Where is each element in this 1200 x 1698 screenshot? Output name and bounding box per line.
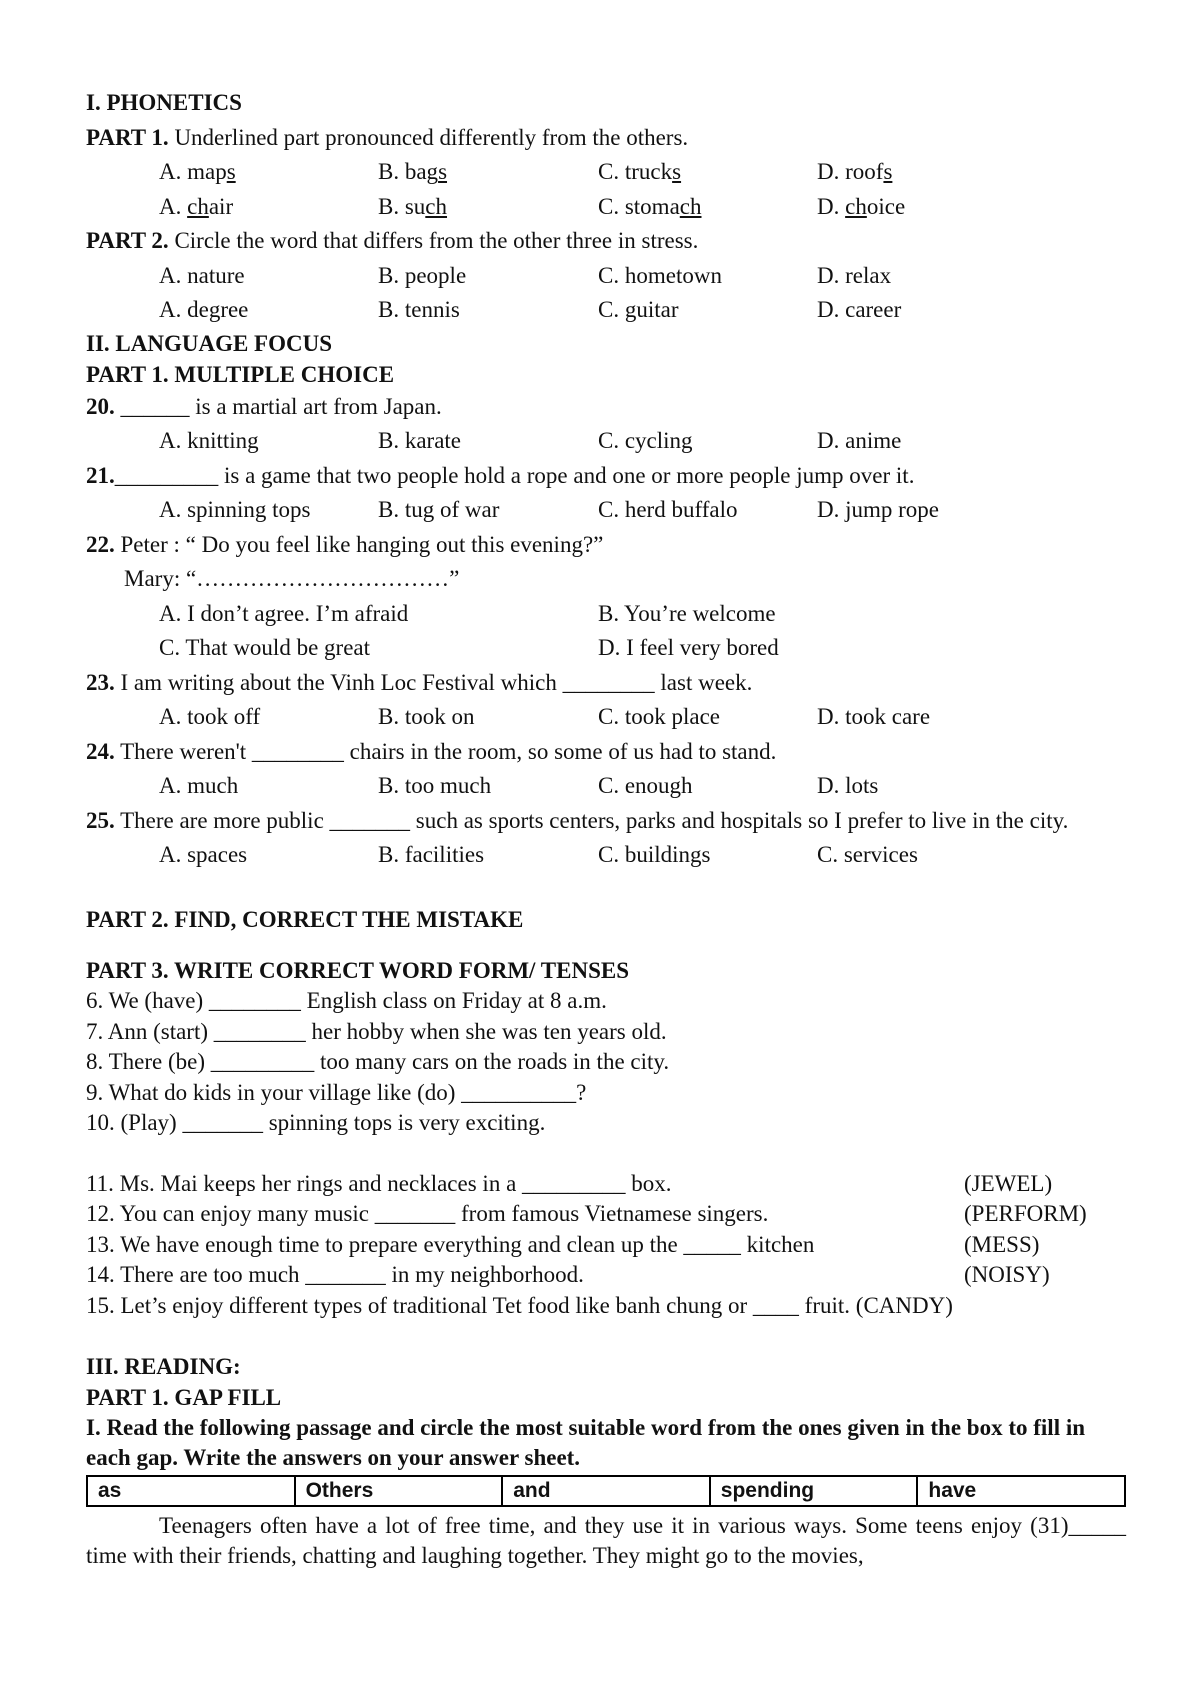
section-heading-reading: III. READING: [86, 1354, 241, 1379]
option-c: C. stomach [598, 193, 702, 219]
question-25: 25. There are more public _______ such as sports centers, parks and hospitals so I prefer to live in the city. [86, 807, 1069, 833]
option-d: D. choice [817, 193, 906, 219]
option-a: A. I don’t agree. I’m afraid [159, 600, 409, 626]
spacer [86, 1321, 1126, 1351]
word-form-hint: (NOISY) [964, 1262, 1050, 1287]
phonetics-part2-row-1 [86, 259, 1126, 294]
reading-part1-heading: PART 1. GAP FILL [86, 1385, 282, 1410]
tense-item: 9. What do kids in your village like (do) __________? [86, 1079, 587, 1105]
option-a: A. took off [159, 704, 261, 729]
part3-heading: PART 3. WRITE CORRECT WORD FORM/ TENSES [86, 958, 629, 983]
worksheet-page [86, 86, 1126, 1571]
word-box [86, 1475, 1126, 1507]
question-23-options [86, 700, 1126, 735]
word-form-hint: (PERFORM) [964, 1201, 1087, 1226]
option-a: A. nature [159, 262, 245, 288]
word-form-hint: (MESS) [964, 1231, 1040, 1257]
option-a: A. degree [159, 297, 249, 322]
option-a: A. chair [159, 193, 234, 219]
option-c: C. cycling [598, 428, 693, 453]
option-a: A. spaces [159, 842, 248, 867]
question-24: 24. There weren't ________ chairs in the room, so some of us had to stand. [86, 738, 777, 764]
question-20: 20. ______ is a martial art from Japan. [86, 393, 442, 419]
question-25-options [86, 838, 1126, 873]
option-c: C. herd buffalo [598, 497, 738, 522]
tense-item: 6. We (have) ________ English class on Friday at 8 a.m. [86, 988, 607, 1013]
option-d: D. roofs [817, 159, 893, 184]
option-c: C. guitar [598, 297, 679, 322]
tense-item: 7. Ann (start) ________ her hobby when she was ten years old. [86, 1018, 667, 1044]
option-c: C. enough [598, 773, 693, 798]
spacer [86, 937, 1126, 955]
word-form-item: 14. There are too much _______ in my neighborhood. (NOISY) [86, 1260, 1126, 1291]
option-d: D. career [817, 297, 902, 322]
word-box-item: Others [296, 1477, 504, 1505]
question-23: 23. I am writing about the Vinh Loc Festival which ________ last week. [86, 669, 753, 695]
option-d: D. I feel very bored [598, 635, 779, 660]
option-d: D. took care [817, 704, 931, 729]
phonetics-part1-row-2 [86, 190, 1126, 225]
phonetics-part2-instruction: PART 2. Circle the word that differs from the other three in stress. [86, 228, 699, 253]
part2-heading: PART 2. FIND, CORRECT THE MISTAKE [86, 906, 524, 932]
word-form-hint: (JEWEL) [964, 1170, 1053, 1196]
option-b: B. You’re welcome [598, 600, 776, 626]
question-22: 22. Peter : “ Do you feel like hanging out this evening?” [86, 531, 604, 557]
option-b: B. such [378, 193, 448, 219]
word-form-item: 11. Ms. Mai keeps her rings and necklaces in a _________ box. (JEWEL) [86, 1169, 1126, 1200]
option-c: C. hometown [598, 262, 722, 288]
option-a: A. maps [159, 159, 236, 184]
word-box-item: and [503, 1477, 711, 1505]
option-b: B. took on [378, 704, 475, 729]
tense-item: 10. (Play) _______ spinning tops is very exciting. [86, 1110, 546, 1135]
question-22-options-row-2 [86, 631, 1126, 666]
question-22-options-row-1 [86, 597, 1126, 632]
tense-item: 8. There (be) _________ too many cars on the roads in the city. [86, 1049, 670, 1074]
question-22-reply: Mary: “……………………………” [124, 566, 460, 591]
part1-heading: PART 1. MULTIPLE CHOICE [86, 361, 395, 387]
word-form-item: 12. You can enjoy many music _______ from famous Vietnamese singers. (PERFORM) [86, 1199, 1126, 1230]
word-box-item: have [928, 1479, 977, 1502]
word-box-item: as [88, 1477, 296, 1505]
question-21: 21._________ is a game that two people hold a rope and one or more people jump over it. [86, 462, 915, 488]
phonetics-part1-instruction: PART 1. Underlined part pronounced differently from the others. [86, 124, 689, 150]
option-d: D. lots [817, 773, 879, 798]
option-b: B. too much [378, 773, 492, 798]
reading-instruction: I. Read the following passage and circle the most suitable word from the ones given in the box to fill in each gap. Write the answers on your answer sheet. [86, 1415, 1086, 1470]
reading-passage: Teenagers often have a lot of free time, and they use it in various ways. Some teens enjoy (31)_____ time with their friends, chatting and laughing together. They might go to the movies, [86, 1513, 1126, 1568]
option-c: C. trucks [598, 159, 682, 184]
spacer [86, 873, 1126, 903]
phonetics-part2-row-2 [86, 293, 1126, 328]
spacer [86, 1139, 1126, 1169]
option-d: D. jump rope [817, 497, 940, 522]
option-b: B. tennis [378, 297, 460, 322]
option-d: D. anime [817, 428, 902, 453]
option-c: C. That would be great [159, 635, 370, 660]
option-b: B. facilities [378, 842, 485, 867]
word-form-item: 13. We have enough time to prepare everything and clean up the _____ kitchen (MESS) [86, 1230, 1126, 1261]
section-heading-phonetics: I. PHONETICS [86, 90, 242, 115]
phonetics-part1-row-1 [86, 155, 1126, 190]
option-b: B. bags [378, 159, 448, 184]
section-heading-language-focus: II. LANGUAGE FOCUS [86, 330, 333, 356]
question-24-options [86, 769, 1126, 804]
question-21-options [86, 493, 1126, 528]
option-b: B. karate [378, 428, 462, 453]
option-a: A. much [159, 773, 239, 798]
option-b: B. people [378, 262, 467, 288]
option-d: C. services [817, 842, 918, 867]
question-20-options [86, 424, 1126, 459]
option-a: A. spinning tops [159, 497, 311, 522]
option-d: D. relax [817, 262, 892, 288]
word-form-item: 15. Let’s enjoy different types of traditional Tet food like banh chung or ____ fruit. (CANDY) [86, 1292, 953, 1318]
option-c: C. took place [598, 704, 720, 729]
word-box-item: spending [711, 1477, 919, 1505]
option-a: A. knitting [159, 428, 259, 453]
option-c: C. buildings [598, 842, 711, 867]
option-b: B. tug of war [378, 497, 500, 522]
